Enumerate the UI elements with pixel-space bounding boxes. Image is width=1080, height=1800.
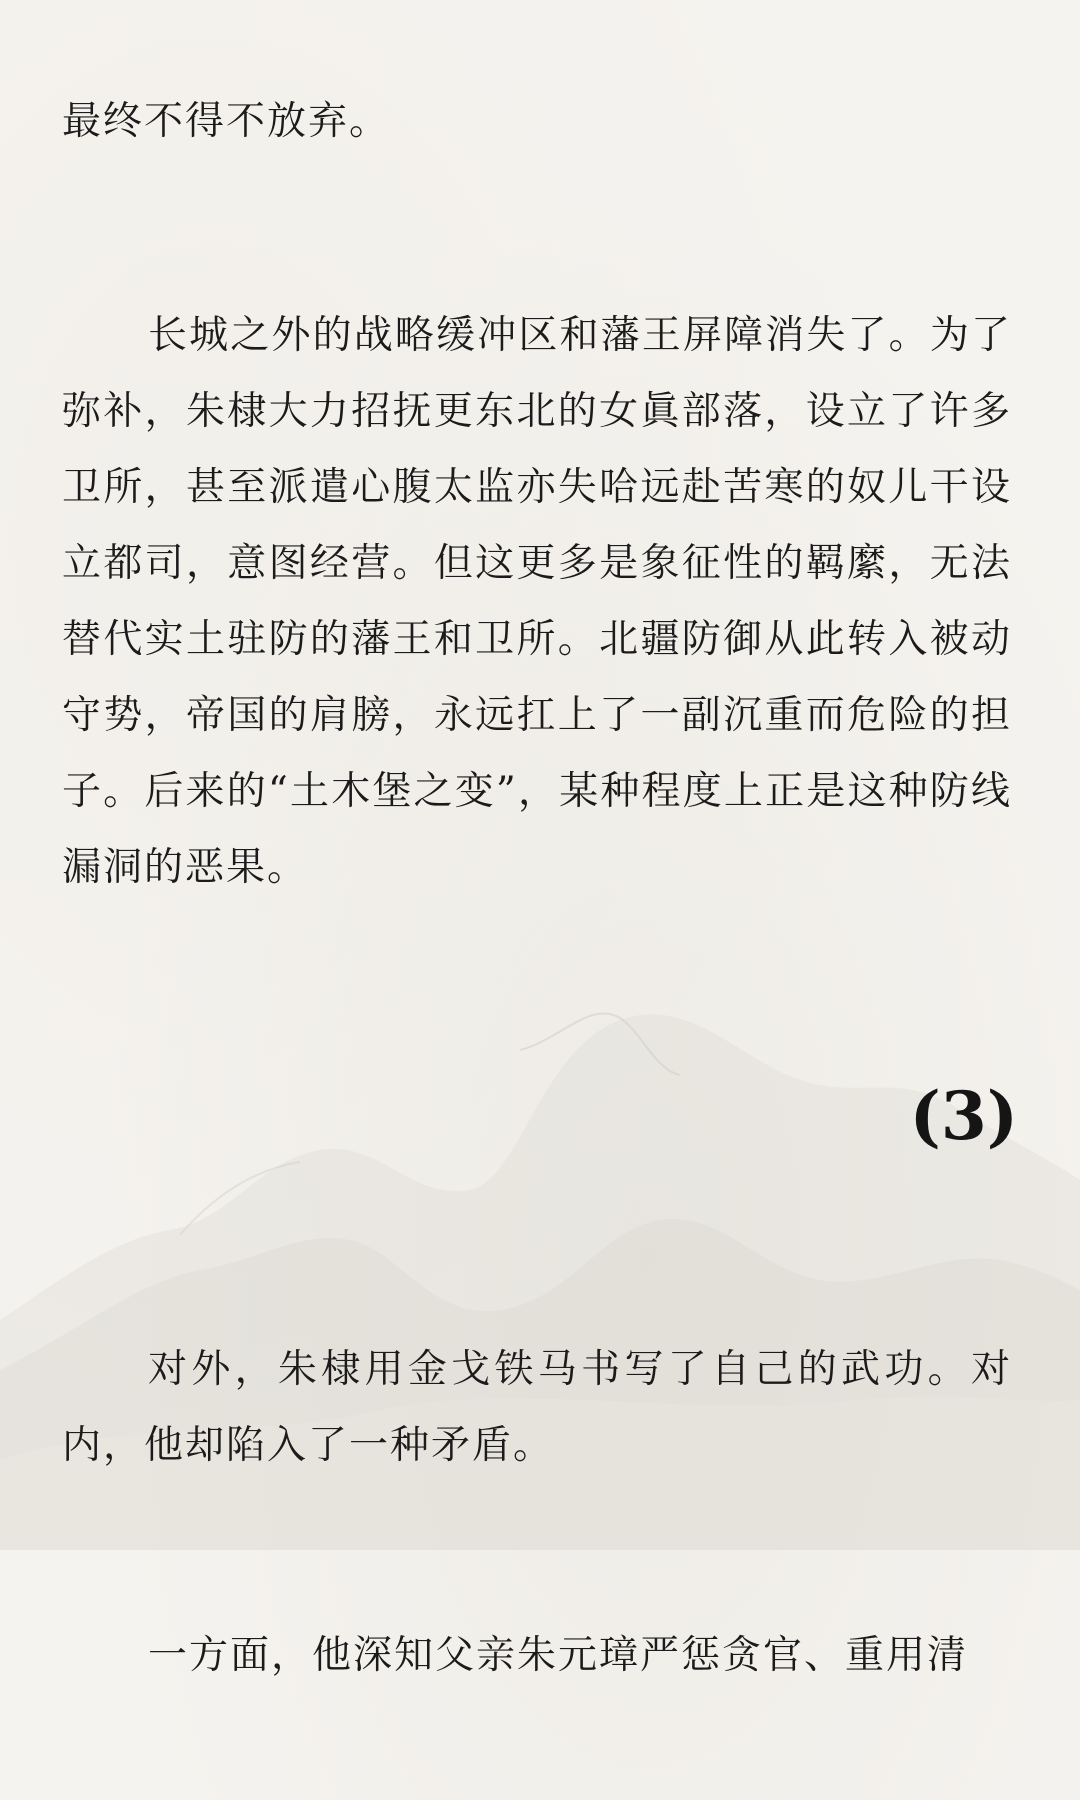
paragraph-3: 对外，朱棣用金戈铁马书写了自己的武功。对内，他却陷入了一种矛盾。 xyxy=(62,1347,1012,1468)
section-number: (3) xyxy=(909,1077,1018,1155)
paragraph-4: 一方面，他深知父亲朱元璋严惩贪官、重用清 xyxy=(148,1633,969,1678)
paragraph-2: 长城之外的战略缓冲区和藩王屏障消失了。为了弥补，朱棣大力招抚更东北的女眞部落，设立了许多卫所，甚至派遣心腹太监亦失哈远赴苦寒的奴儿干设立都司，意图经营。但这更多是象征性的羁縻，无法替代实土驻防的藩王和卫所。北疆防御从此转入被动守势，帝国的肩膀，永远扛上了一副沉重而危险的担子。后来的“土木堡之变”，某种程度上正是这种防线漏洞的恶果。 xyxy=(62,313,1012,890)
paragraph-1: 最终不得不放弃。 xyxy=(62,99,391,144)
